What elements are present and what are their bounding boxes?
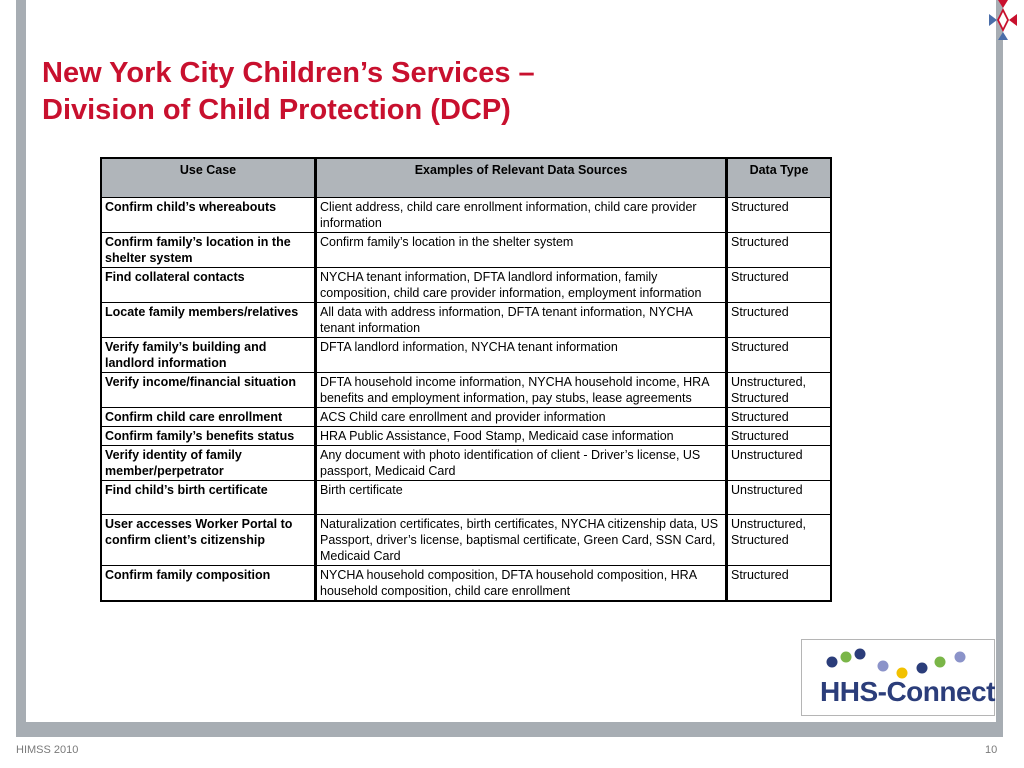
- use-case-cell: Verify family’s building and landlord information: [101, 338, 316, 373]
- slide-title: [42, 55, 535, 129]
- title-line-2: Division of Child Protection (DCP): [42, 94, 511, 126]
- use-case-cell: Confirm family’s location in the shelter system: [101, 233, 316, 268]
- sources-cell: Birth certificate: [316, 481, 727, 515]
- table-row: [101, 566, 831, 602]
- table-row: [101, 233, 831, 268]
- data-type-cell: Structured: [727, 338, 832, 373]
- data-type-cell: Unstructured: [727, 446, 832, 481]
- hhs-connect-logo: [801, 639, 995, 716]
- sources-cell: HRA Public Assistance, Food Stamp, Medicaid case information: [316, 427, 727, 446]
- sources-cell: All data with address information, DFTA tenant information, NYCHA tenant information: [316, 303, 727, 338]
- header-data-type: Data Type: [727, 158, 832, 198]
- use-case-cell: Find collateral contacts: [101, 268, 316, 303]
- sources-cell: ACS Child care enrollment and provider information: [316, 408, 727, 427]
- table-header-row: [101, 158, 831, 198]
- sources-cell: Client address, child care enrollment information, child care provider information: [316, 198, 727, 233]
- use-case-cell: Confirm child care enrollment: [101, 408, 316, 427]
- logo-text: HHS-Connect: [820, 676, 995, 707]
- table-row: [101, 481, 831, 515]
- use-case-cell: Confirm family’s benefits status: [101, 427, 316, 446]
- data-type-cell: Structured: [727, 303, 832, 338]
- sources-cell: Any document with photo identification of client - Driver’s license, US passport, Medicaid Card: [316, 446, 727, 481]
- sources-cell: DFTA household income information, NYCHA household income, HRA benefits and employment information, pay stubs, lease agreements: [316, 373, 727, 408]
- table-row: [101, 198, 831, 233]
- title-line-1: New York City Children’s Services –: [42, 57, 535, 89]
- table-row: [101, 408, 831, 427]
- use-case-table: [100, 157, 832, 602]
- table-row: [101, 446, 831, 481]
- table-row: [101, 268, 831, 303]
- sources-cell: DFTA landlord information, NYCHA tenant information: [316, 338, 727, 373]
- use-case-cell: Verify identity of family member/perpetrator: [101, 446, 316, 481]
- slide-frame-right: [996, 0, 1003, 722]
- table-row: [101, 338, 831, 373]
- sources-cell: NYCHA tenant information, DFTA landlord information, family composition, child care provider information, employment information: [316, 268, 727, 303]
- data-type-cell: Structured: [727, 198, 832, 233]
- use-case-cell: User accesses Worker Portal to confirm client’s citizenship: [101, 515, 316, 566]
- footer-text: HIMSS 2010: [16, 744, 79, 756]
- table-row: [101, 303, 831, 338]
- data-type-cell: Structured: [727, 408, 832, 427]
- star-cross-icon: [984, 0, 1022, 40]
- use-case-cell: Find child’s birth certificate: [101, 481, 316, 515]
- data-type-cell: Unstructured: [727, 481, 832, 515]
- header-use-case: Use Case: [101, 158, 316, 198]
- sources-cell: NYCHA household composition, DFTA household composition, HRA household composition, child care enrollment: [316, 566, 727, 602]
- data-type-cell: Structured: [727, 566, 832, 602]
- data-type-cell: Structured: [727, 268, 832, 303]
- data-type-cell: Structured: [727, 233, 832, 268]
- table-row: [101, 515, 831, 566]
- use-case-cell: Verify income/financial situation: [101, 373, 316, 408]
- slide-frame-bottom: [16, 722, 1003, 737]
- data-type-cell: Unstructured, Structured: [727, 515, 832, 566]
- data-type-cell: Structured: [727, 427, 832, 446]
- slide-frame-left: [16, 0, 26, 722]
- use-case-cell: Locate family members/relatives: [101, 303, 316, 338]
- use-case-cell: Confirm child’s whereabouts: [101, 198, 316, 233]
- page-number: 10: [985, 744, 998, 756]
- data-type-cell: Unstructured, Structured: [727, 373, 832, 408]
- sources-cell: Confirm family’s location in the shelter system: [316, 233, 727, 268]
- logo-dots-icon: [802, 640, 994, 680]
- header-data-sources: Examples of Relevant Data Sources: [316, 158, 727, 198]
- table-row: [101, 427, 831, 446]
- table-row: [101, 373, 831, 408]
- use-case-cell: Confirm family composition: [101, 566, 316, 602]
- sources-cell: Naturalization certificates, birth certificates, NYCHA citizenship data, US Passport, driver’s license, baptismal certificate, Green Card, SSN Card, Medicaid Card: [316, 515, 727, 566]
